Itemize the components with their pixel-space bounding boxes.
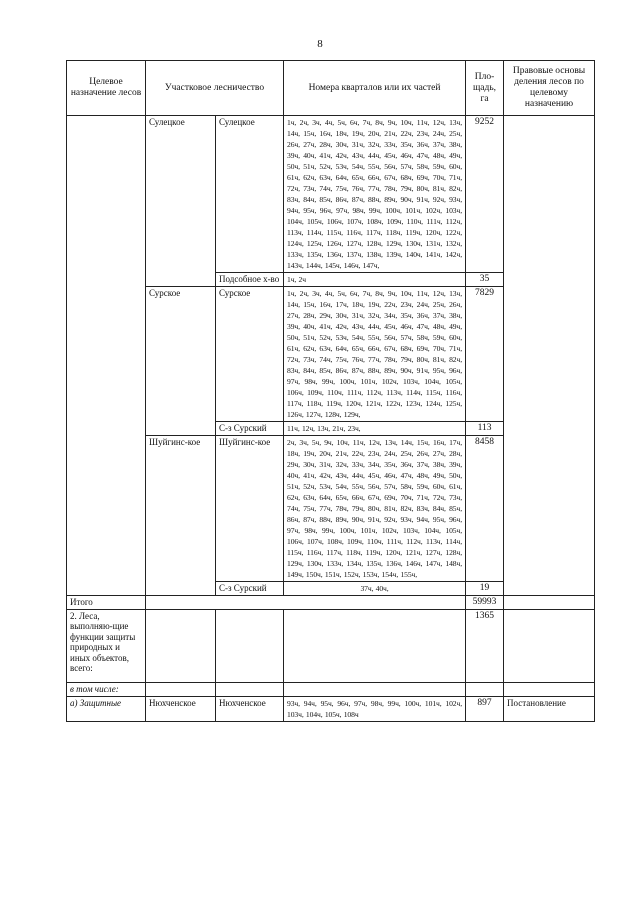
header-forestry: Участковое лесничество [146, 61, 284, 116]
forest-allocation-table [66, 60, 595, 722]
empty-cell [284, 682, 466, 696]
total-area: 59993 [466, 596, 504, 610]
legal-basis: Постановление [504, 696, 595, 721]
empty-cell [216, 682, 284, 696]
forestry-name: Нюхченское [216, 696, 284, 721]
district-name: Сулецкое [146, 116, 216, 287]
header-quarters: Номера кварталов или их частей [284, 61, 466, 116]
forestry-name: С-з Сурский [216, 582, 284, 596]
forestry-name: Сулецкое [216, 116, 284, 273]
header-basis: Правовые основы деления лесов по целевому назначению [504, 61, 595, 116]
district-name: Нюхченское [146, 696, 216, 721]
quarter-numbers: 37ч, 40ч, [284, 582, 466, 596]
area-value: 19 [466, 582, 504, 596]
section2-label: 2. Леса, выполняю-щие функции защиты природных и иных объектов, всего: [67, 609, 146, 682]
area-value: 7829 [466, 287, 504, 422]
district-name: Шуйгинс-кое [146, 436, 216, 596]
including-row [67, 682, 595, 696]
empty-cell [146, 682, 216, 696]
including-label: в том числе: [67, 682, 146, 696]
area-value: 35 [466, 273, 504, 287]
table-row [67, 116, 595, 273]
quarter-numbers: 1ч, 2ч [284, 273, 466, 287]
forestry-name: Шуйгинс-кое [216, 436, 284, 582]
empty-cell [284, 609, 466, 682]
header-purpose: Целевое назначение лесов [67, 61, 146, 116]
quarter-numbers: 1ч, 2ч, 3ч, 4ч, 5ч, 6ч, 7ч, 8ч, 9ч, 10ч, 11ч, 12ч, 13ч, 14ч, 15ч, 16ч, 17ч, 18ч, 19ч, 22ч, 23ч, 24ч, 25ч, 26ч, 27ч, 28ч, 29ч, 30ч, 31ч, 32ч, 34ч, 35ч, 36ч, 37ч, 38ч, 39ч, 40ч, 41ч, 42ч, 43ч, 44ч, 45ч, 46ч, 47ч, 48ч, 49ч, 50ч, 51ч, 52ч, 53ч, 54ч, 55ч, 56ч, 57ч, 58ч, 59ч, 60ч, 61ч, 62ч, 63ч, 64ч, 65ч, 66ч, 67ч, 68ч, 69ч, 70ч, 71ч, 72ч, 73ч, 74ч, 75ч, 76ч, 77ч, 78ч, 79ч, 80ч, 81ч, 82ч, 83ч, 84ч, 85ч, 86ч, 87ч, 88ч, 89ч, 90ч, 91ч, 95ч, 96ч, 97ч, 98ч, 99ч, 100ч, 101ч, 102ч, 103ч, 104ч, 105ч, 106ч, 109ч, 110ч, 111ч, 112ч, 113ч, 114ч, 115ч, 116ч, 117ч, 118ч, 119ч, 120ч, 121ч, 122ч, 123ч, 124ч, 125ч, 126ч, 127ч, 128ч, 129ч, [284, 287, 466, 422]
empty-cell [504, 682, 595, 696]
forestry-name: Сурское [216, 287, 284, 422]
quarter-numbers: 2ч, 3ч, 5ч, 9ч, 10ч, 11ч, 12ч, 13ч, 14ч, 15ч, 16ч, 17ч, 18ч, 19ч, 20ч, 21ч, 22ч, 23ч, 24ч, 25ч, 26ч, 27ч, 28ч, 29ч, 30ч, 31ч, 32ч, 33ч, 34ч, 35ч, 36ч, 37ч, 38ч, 39ч, 40ч, 41ч, 42ч, 43ч, 44ч, 45ч, 46ч, 47ч, 48ч, 49ч, 50ч, 51ч, 52ч, 53ч, 54ч, 55ч, 56ч, 57ч, 58ч, 59ч, 60ч, 61ч, 62ч, 63ч, 64ч, 65ч, 66ч, 67ч, 69ч, 70ч, 71ч, 72ч, 73ч, 74ч, 75ч, 77ч, 78ч, 79ч, 80ч, 81ч, 82ч, 83ч, 84ч, 85ч, 86ч, 87ч, 88ч, 89ч, 90ч, 91ч, 92ч, 93ч, 94ч, 95ч, 96ч, 97ч, 98ч, 99ч, 100ч, 101ч, 102ч, 103ч, 104ч, 105ч, 106ч, 107ч, 108ч, 109ч, 110ч, 111ч, 112ч, 113ч, 114ч, 115ч, 116ч, 117ч, 118ч, 119ч, 120ч, 121ч, 127ч, 128ч, 129ч, 130ч, 133ч, 134ч, 135ч, 136ч, 146ч, 147ч, 148ч, 149ч, 150ч, 151ч, 152ч, 153ч, 154ч, 155ч, [284, 436, 466, 582]
area-value: 897 [466, 696, 504, 721]
area-value: 113 [466, 422, 504, 436]
quarter-numbers: 93ч, 94ч, 95ч, 96ч, 97ч, 98ч, 99ч, 100ч, 101ч, 102ч, 103ч, 104ч, 105ч, 108ч [284, 696, 466, 721]
forestry-name: Подсобное х-во [216, 273, 284, 287]
empty-cell [504, 609, 595, 682]
page-number: 8 [317, 38, 323, 50]
header-area: Пло-щадь, га [466, 61, 504, 116]
total-basis-empty [504, 596, 595, 610]
table-header-row [67, 61, 595, 116]
total-spacer [146, 596, 466, 610]
protective-row [67, 696, 595, 721]
total-row [67, 596, 595, 610]
protective-label: а) Защитные [67, 696, 146, 721]
empty-cell [466, 682, 504, 696]
basis-cell-empty [504, 116, 595, 596]
section2-area: 1365 [466, 609, 504, 682]
section-row [67, 609, 595, 682]
quarter-numbers: 1ч, 2ч, 3ч, 4ч, 5ч, 6ч, 7ч, 8ч, 9ч, 10ч, 11ч, 12ч, 13ч, 14ч, 15ч, 16ч, 18ч, 19ч, 20ч, 21ч, 22ч, 23ч, 24ч, 25ч, 26ч, 27ч, 28ч, 30ч, 31ч, 32ч, 33ч, 35ч, 36ч, 37ч, 38ч, 39ч, 40ч, 41ч, 42ч, 43ч, 44ч, 45ч, 46ч, 47ч, 48ч, 49ч, 50ч, 51ч, 52ч, 53ч, 54ч, 55ч, 56ч, 57ч, 58ч, 59ч, 60ч, 61ч, 62ч, 63ч, 64ч, 65ч, 66ч, 67ч, 68ч, 69ч, 70ч, 71ч, 72ч, 73ч, 74ч, 75ч, 76ч, 77ч, 78ч, 79ч, 80ч, 81ч, 82ч, 83ч, 84ч, 85ч, 86ч, 87ч, 88ч, 89ч, 90ч, 91ч, 92ч, 93ч, 94ч, 95ч, 96ч, 97ч, 98ч, 99ч, 100ч, 101ч, 102ч, 103ч, 104ч, 105ч, 106ч, 107ч, 108ч, 109ч, 110ч, 111ч, 112ч, 113ч, 114ч, 115ч, 116ч, 117ч, 118ч, 119ч, 120ч, 122ч, 124ч, 125ч, 126ч, 127ч, 128ч, 129ч, 130ч, 131ч, 132ч, 133ч, 135ч, 136ч, 137ч, 138ч, 139ч, 140ч, 141ч, 142ч, 143ч, 144ч, 145ч, 146ч, 147ч, [284, 116, 466, 273]
purpose-cell-empty [67, 116, 146, 596]
quarter-numbers: 11ч, 12ч, 13ч, 21ч, 23ч, [284, 422, 466, 436]
forestry-name: С-з Сурский [216, 422, 284, 436]
total-label: Итого [67, 596, 146, 610]
district-name: Сурское [146, 287, 216, 436]
empty-cell [216, 609, 284, 682]
area-value: 8458 [466, 436, 504, 582]
empty-cell [146, 609, 216, 682]
area-value: 9252 [466, 116, 504, 273]
